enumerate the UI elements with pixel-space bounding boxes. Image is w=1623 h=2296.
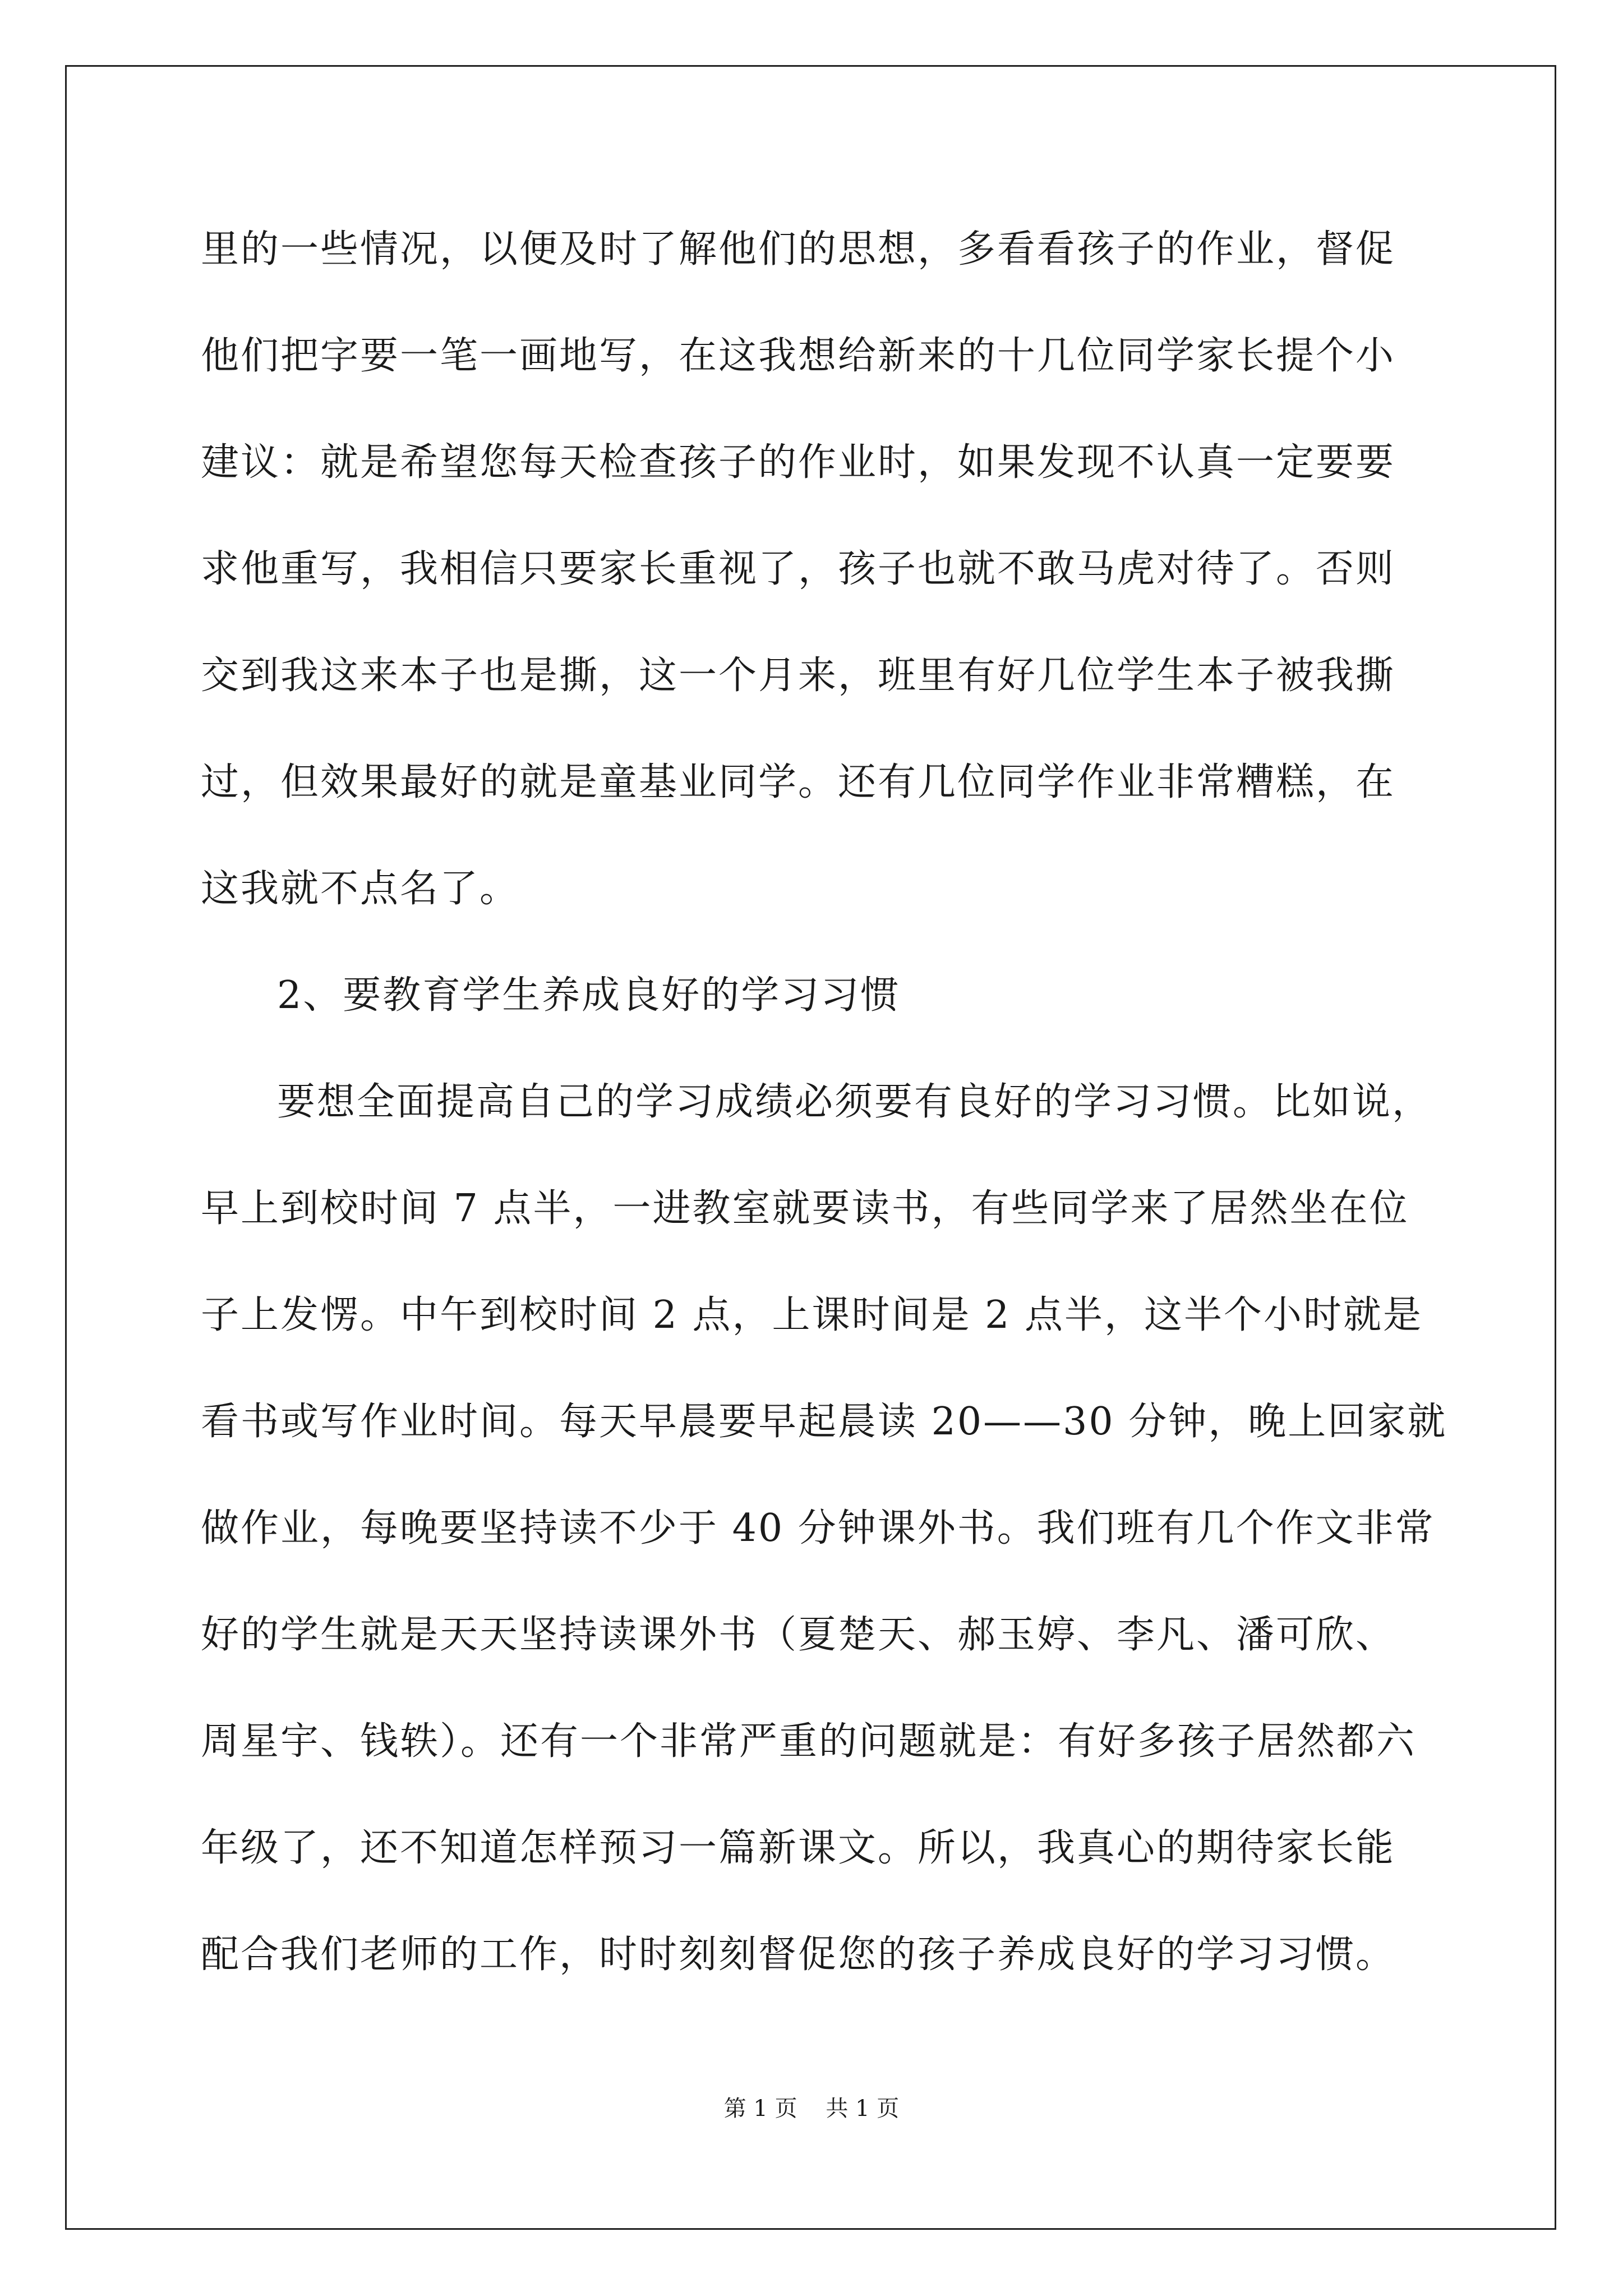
- paragraph-line: 他们把字要一笔一画地写，在这我想给新来的十几位同学家长提个小: [201, 334, 1396, 378]
- paragraph-line: 要想全面提高自己的学习成绩必须要有良好的学习习惯。比如说，: [277, 1080, 1432, 1124]
- paragraph-line: 早上到校时间 7 点半，一进教室就要读书，有些同学来了居然坐在位: [201, 1186, 1409, 1231]
- paragraph-line: 过，但效果最好的就是童基业同学。还有几位同学作业非常糟糕，在: [201, 760, 1396, 804]
- paragraph-line: 看书或写作业时间。每天早晨要早起晨读 20——30 分钟，晚上回家就: [201, 1400, 1447, 1444]
- paragraph-line: 这我就不点名了。: [201, 867, 520, 911]
- paragraph-line: 子上发愣。中午到校时间 2 点，上课时间是 2 点半，这半个小时就是: [201, 1293, 1423, 1337]
- paragraph-line: 好的学生就是天天坚持读课外书（夏楚天、郝玉婷、李凡、潘可欣、: [201, 1613, 1396, 1657]
- paragraph-line: 交到我这来本子也是撕，这一个月来，班里有好几位学生本子被我撕: [201, 654, 1396, 698]
- paragraph-line: 求他重写，我相信只要家长重视了，孩子也就不敢马虎对待了。否则: [201, 547, 1396, 591]
- paragraph-line: 建议：就是希望您每天检查孩子的作业时，如果发现不认真一定要要: [201, 440, 1396, 485]
- paragraph-line: 年级了，还不知道怎样预习一篇新课文。所以，我真心的期待家长能: [201, 1826, 1396, 1870]
- paragraph-line: 配合我们老师的工作，时时刻刻督促您的孩子养成良好的学习习惯。: [201, 1932, 1396, 1977]
- paragraph-line: 周星宇、钱轶）。还有一个非常严重的问题就是：有好多孩子居然都六: [201, 1719, 1417, 1764]
- paragraph-line: 做作业，每晚要坚持读不少于 40 分钟课外书。我们班有几个作文非常: [201, 1506, 1435, 1550]
- page-number-footer: 第 1 页 共 1 页: [723, 2096, 900, 2122]
- document-body: [201, 222, 1447, 2033]
- section-heading: 2、要教育学生养成良好的学习习惯: [277, 973, 901, 1018]
- paragraph-line: 里的一些情况，以便及时了解他们的思想，多看看孩子的作业，督促: [201, 227, 1396, 272]
